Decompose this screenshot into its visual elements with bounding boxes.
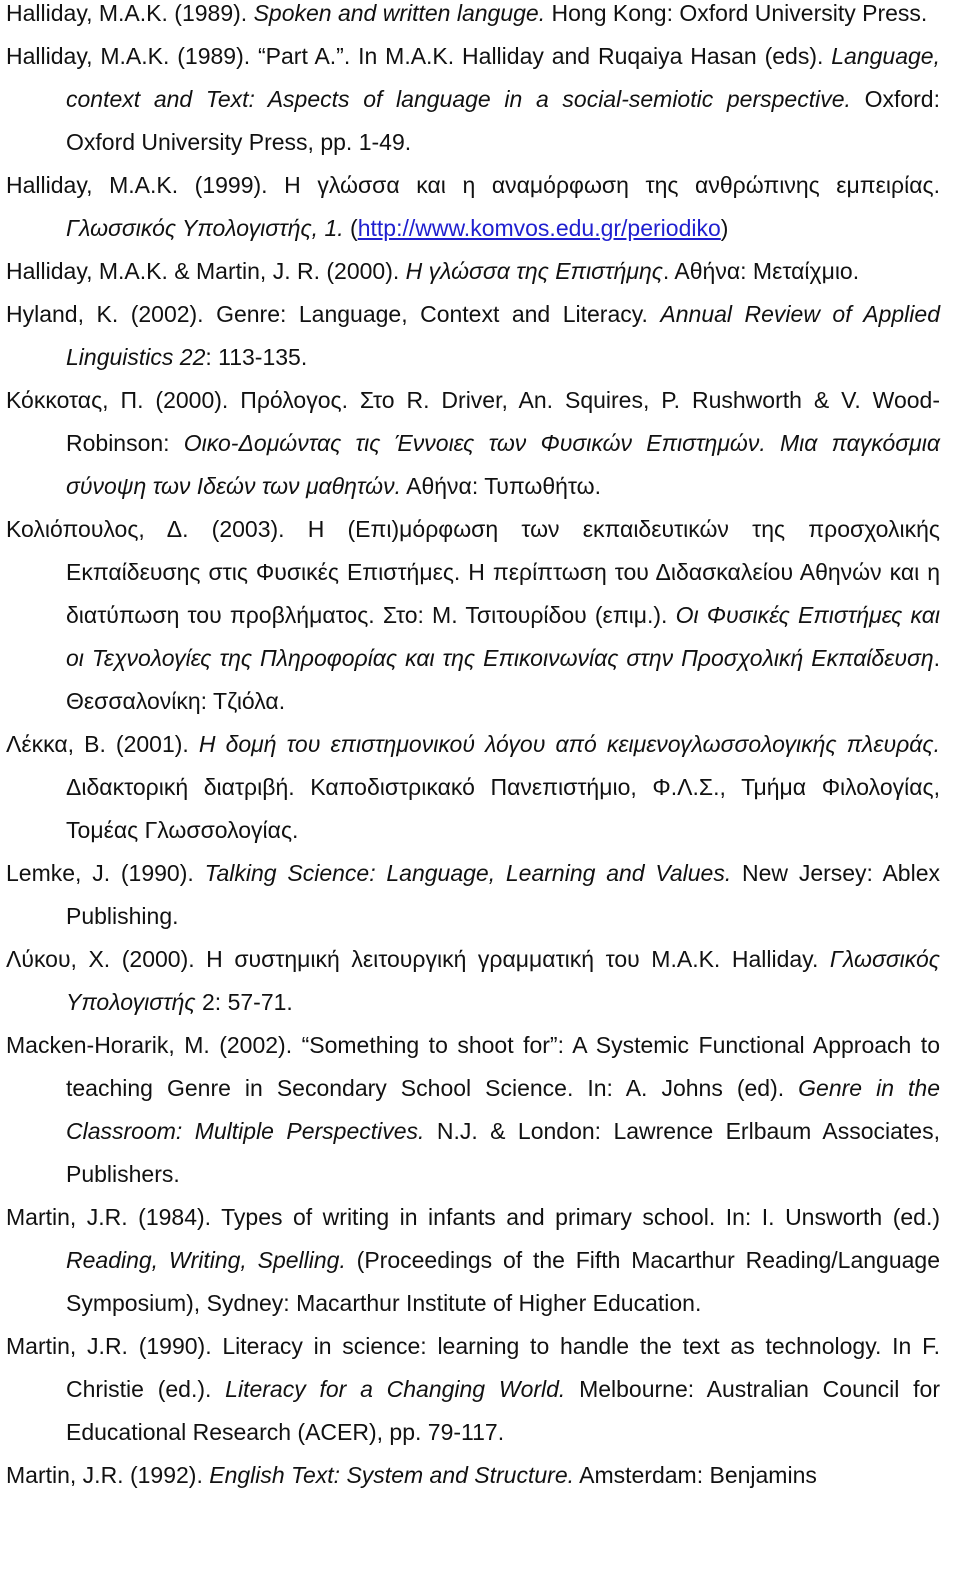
- reference-entry: [6, 0, 940, 35]
- reference-text: (: [343, 215, 358, 241]
- reference-title: Language, context and Text: Aspects of language in a social-semiotic perspective.: [66, 43, 940, 112]
- reference-entry: [6, 1454, 940, 1497]
- reference-text: Melbourne: Australian Council for Educational Research (ACER), pp. 79-117.: [66, 1376, 940, 1445]
- reference-text: (Proceedings of the Fifth Macarthur Reading/Language Symposium), Sydney: Macarthur Institute of Higher Education.: [66, 1247, 940, 1316]
- reference-text: New Jersey: Ablex Publishing.: [66, 860, 941, 929]
- reference-title: English Text: System and Structure.: [209, 1462, 574, 1488]
- reference-text: Hyland, K. (2002). Genre: Language, Context and Literacy.: [6, 301, 661, 327]
- reference-text: Κολιόπουλος, Δ. (2003). Η (Επι)μόρφωση των εκπαιδευτικών της προσχολικής Εκπαίδευσης στις Φυσικές Επιστήμες. Η περίπτωση του Διδασκαλείου Αθηνών και η διατύπωση του προβλήματος. Στο: Μ. Τσιτουρίδου (επιμ.).: [6, 516, 940, 628]
- reference-entry: [6, 852, 940, 938]
- periodiko-link[interactable]: http://www.komvos.edu.gr/periodiko: [357, 215, 721, 241]
- reference-text: Amsterdam: Benjamins: [574, 1462, 817, 1488]
- reference-entry: [6, 379, 940, 508]
- reference-title: Η δομή του επιστημονικού λόγου από κειμενογλωσσολογικής πλευράς.: [198, 731, 940, 757]
- reference-text: Λύκου, Χ. (2000). Η συστημική λειτουργική γραμματική του M.A.K. Halliday.: [6, 946, 830, 972]
- reference-text: Λέκκα, Β. (2001).: [6, 731, 199, 757]
- reference-text: Αθήνα: Τυπωθήτω.: [400, 473, 602, 499]
- reference-text: Macken-Horarik, M. (2002). “Something to shoot for”: A Systemic Functional Approach to teaching Genre in Secondary School Science. In: A. Johns (ed).: [6, 1032, 940, 1101]
- reference-text: Halliday, M.A.K. (1989).: [6, 0, 254, 26]
- reference-text: ): [720, 215, 729, 241]
- reference-title: Η γλώσσα της Επιστήμης: [405, 258, 663, 284]
- reference-title: Reading, Writing, Spelling.: [66, 1247, 346, 1273]
- reference-entry: [6, 1024, 940, 1196]
- reference-list: [6, 0, 940, 1497]
- reference-title: Οικο-Δομώντας τις Έννοιες των Φυσικών Επιστημών. Μια παγκόσμια σύνοψη των Ιδεών των μαθητών.: [66, 430, 940, 499]
- reference-text: Martin, J.R. (1984). Types of writing in infants and primary school. In: I. Unsworth (ed.): [6, 1204, 940, 1230]
- reference-title: Γλωσσικός Υπολογιστής: [66, 946, 940, 1015]
- reference-text: . Θεσσαλονίκη: Τζιόλα.: [66, 645, 940, 714]
- reference-text: Halliday, M.A.K. (1989). “Part A.”. In M.A.K. Halliday and Ruqaiya Hasan (eds).: [6, 43, 832, 69]
- reference-title: Γλωσσικός Υπολογιστής, 1.: [66, 215, 344, 241]
- reference-entry: [6, 1325, 940, 1454]
- reference-text: Διδακτορική διατριβή. Καποδιστρικακό Πανεπιστήμιο, Φ.Λ.Σ., Τμήμα Φιλολογίας, Τομέας Γλωσσολογίας.: [66, 774, 940, 843]
- reference-text: Lemke, J. (1990).: [6, 860, 205, 886]
- reference-text: Halliday, M.A.K. (1999). Η γλώσσα και η αναμόρφωση της ανθρώπινης εμπειρίας.: [6, 172, 940, 198]
- reference-text: 2: 57-71.: [195, 989, 293, 1015]
- reference-text: Κόκκοτας, Π. (2000). Πρόλογος. Στο R. Driver, An. Squires, P. Rushworth & V. Wood-Robinson:: [6, 387, 940, 456]
- reference-entry: [6, 723, 940, 852]
- reference-text: N.J. & London: Lawrence Erlbaum Associates, Publishers.: [66, 1118, 940, 1187]
- reference-title: Talking Science: Language, Learning and Values.: [204, 860, 732, 886]
- reference-entry: [6, 250, 940, 293]
- reference-entry: [6, 164, 940, 250]
- reference-entry: [6, 508, 940, 723]
- reference-entry: [6, 293, 940, 379]
- reference-text: Martin, J.R. (1990). Literacy in science: learning to handle the text as technology. In F. Christie (ed.).: [6, 1333, 940, 1402]
- reference-text: : 113-135.: [205, 344, 308, 370]
- reference-title: Annual Review of Applied Linguistics 22: [66, 301, 940, 370]
- reference-title: Spoken and written languge.: [253, 0, 546, 26]
- reference-entry: [6, 938, 940, 1024]
- reference-title: Οι Φυσικές Επιστήμες και οι Τεχνολογίες της Πληροφορίας και της Επικοινωνίας στην Προσχολική Εκπαίδευση: [66, 602, 940, 671]
- reference-entry: [6, 35, 940, 164]
- reference-text: Halliday, M.A.K. & Martin, J. R. (2000).: [6, 258, 406, 284]
- reference-text: Martin, J.R. (1992).: [6, 1462, 210, 1488]
- reference-text: Hong Kong: Oxford University Press.: [545, 0, 928, 26]
- reference-entry: [6, 1196, 940, 1325]
- reference-title: Genre in the Classroom: Multiple Perspectives.: [66, 1075, 940, 1144]
- reference-text: Oxford: Oxford University Press, pp. 1-49.: [66, 86, 940, 155]
- reference-title: Literacy for a Changing World.: [225, 1376, 566, 1402]
- reference-text: . Αθήνα: Μεταίχμιο.: [662, 258, 860, 284]
